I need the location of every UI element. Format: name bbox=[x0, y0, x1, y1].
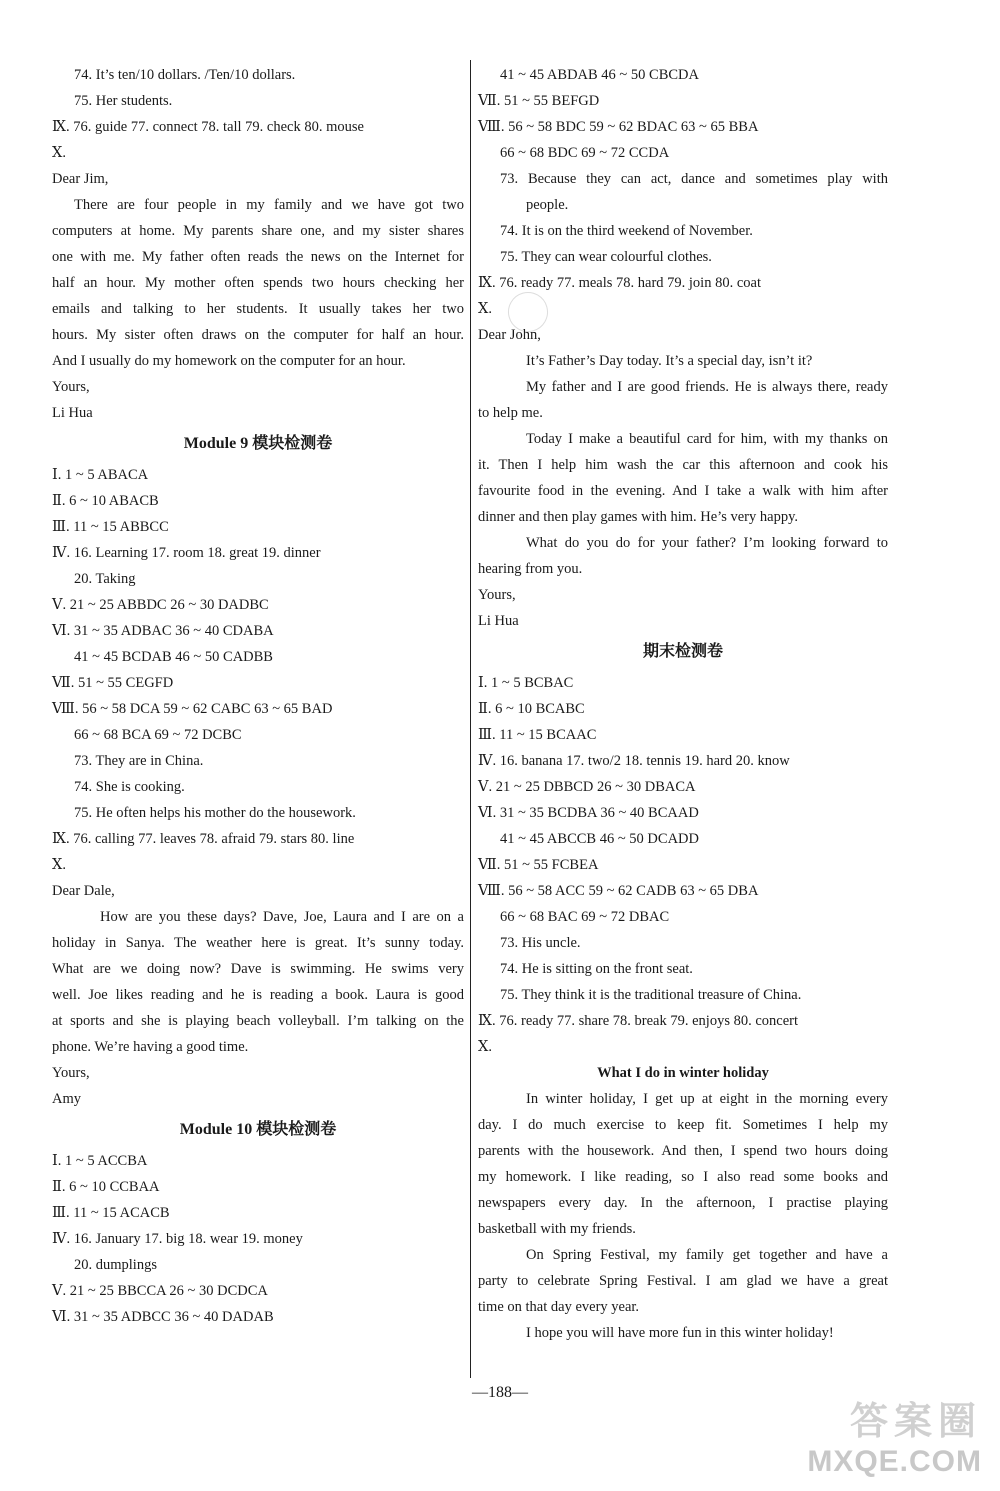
text-line: Dear John, bbox=[478, 327, 541, 343]
text-line: Ⅲ. 11 ~ 15 BCAAC bbox=[478, 727, 597, 743]
text-line: Ⅳ. 16. January 17. big 18. wear 19. money bbox=[52, 1231, 303, 1247]
text-line: Ⅲ. 11 ~ 15 ACACB bbox=[52, 1205, 170, 1221]
text-line: Ⅱ. 6 ~ 10 ABACB bbox=[52, 493, 159, 509]
text-line: Ⅴ. 21 ~ 25 DBBCD 26 ~ 30 DBACA bbox=[478, 779, 696, 795]
text-line: 41 ~ 45 BCDAB 46 ~ 50 CADBB bbox=[74, 649, 273, 665]
text-line: 73. They are in China. bbox=[74, 753, 204, 769]
text-line: Ⅷ. 56 ~ 58 DCA 59 ~ 62 CABC 63 ~ 65 BAD bbox=[52, 701, 333, 717]
section-heading: 期末检测卷 bbox=[642, 643, 723, 660]
watermark-logo-text: 答案圈 bbox=[849, 1401, 982, 1443]
text-line: one with me. My father often reads the news on the Internet for bbox=[52, 249, 464, 265]
text-line: 75. They can wear colourful clothes. bbox=[500, 249, 712, 265]
text-line: Ⅰ. 1 ~ 5 ABACA bbox=[52, 467, 149, 483]
text-line: 74. It’s ten/10 dollars. /Ten/10 dollars. bbox=[74, 67, 296, 83]
text-line: In winter holiday, I get up at eight in the morning every bbox=[526, 1091, 888, 1107]
text-line: half an hour. My mother often spends two hours checking her bbox=[52, 275, 464, 291]
page-number: —188— bbox=[472, 1384, 528, 1401]
text-line: It’s Father’s Day today. It’s a special day, isn’t it? bbox=[526, 353, 813, 369]
essay-title: What I do in winter holiday bbox=[597, 1065, 769, 1081]
text-line: Yours, bbox=[52, 379, 90, 395]
right-column bbox=[478, 62, 888, 1346]
text-line: Ⅶ. 51 ~ 55 CEGFD bbox=[52, 675, 174, 691]
watermark-url: MXQE.COM bbox=[807, 1445, 982, 1478]
text-line: I hope you will have more fun in this winter holiday! bbox=[526, 1325, 834, 1341]
text-line: 74. She is cooking. bbox=[74, 779, 185, 795]
text-line: Ⅱ. 6 ~ 10 BCABC bbox=[478, 701, 585, 717]
text-line: party to celebrate Spring Festival. I am glad we have a great bbox=[478, 1273, 888, 1289]
text-line: Ⅵ. 31 ~ 35 BCDBA 36 ~ 40 BCAAD bbox=[478, 805, 699, 821]
text-line: Ⅷ. 56 ~ 58 ACC 59 ~ 62 CADB 63 ~ 65 DBA bbox=[478, 883, 759, 899]
text-line: Ⅸ. 76. calling 77. leaves 78. afraid 79. stars 80. line bbox=[52, 831, 355, 847]
text-line: parents with the housework. And then, I spend two hours doing bbox=[478, 1143, 888, 1159]
text-line: How are you these days? Dave, Joe, Laura and I are on a bbox=[100, 909, 464, 925]
text-line: it. Then I help him wash the car this afternoon and cook his bbox=[478, 457, 888, 473]
text-line: dinner and then play games with him. He’s very happy. bbox=[478, 509, 798, 525]
text-line: My father and I are good friends. He is always there, ready bbox=[526, 379, 888, 395]
text-line: There are four people in my family and we have got two bbox=[74, 197, 464, 213]
text-line: Ⅶ. 51 ~ 55 FCBEA bbox=[478, 857, 599, 873]
text-line: 75. Her students. bbox=[74, 93, 173, 109]
text-line: Li Hua bbox=[478, 613, 519, 629]
watermark bbox=[807, 1390, 982, 1479]
column-divider bbox=[470, 60, 471, 1378]
text-line: 66 ~ 68 BDC 69 ~ 72 CCDA bbox=[500, 145, 670, 161]
section-heading: Module 9 模块检测卷 bbox=[183, 435, 333, 452]
text-line: people. bbox=[526, 197, 569, 213]
text-line: Yours, bbox=[52, 1065, 90, 1081]
text-line: Ⅲ. 11 ~ 15 ABBCC bbox=[52, 519, 169, 535]
text-line: Ⅷ. 56 ~ 58 BDC 59 ~ 62 BDAC 63 ~ 65 BBA bbox=[478, 119, 759, 135]
text-line: Amy bbox=[52, 1091, 81, 1107]
text-line: Ⅳ. 16. banana 17. two/2 18. tennis 19. hard 20. know bbox=[478, 753, 790, 769]
text-line: my homework. I like reading, so I also read some books and bbox=[478, 1169, 888, 1185]
text-line: Today I make a beautiful card for him, with my thanks on bbox=[526, 431, 888, 447]
text-line: 41 ~ 45 ABCCB 46 ~ 50 DCADD bbox=[500, 831, 699, 847]
text-line: Ⅵ. 31 ~ 35 ADBAC 36 ~ 40 CDABA bbox=[52, 623, 274, 639]
text-line: Ⅴ. 21 ~ 25 BBCCA 26 ~ 30 DCDCA bbox=[52, 1283, 268, 1299]
text-line: day. I do much exercise to keep fit. Sometimes I help my bbox=[478, 1117, 888, 1133]
text-line: 75. They think it is the traditional treasure of China. bbox=[500, 987, 802, 1003]
text-line: Li Hua bbox=[52, 405, 93, 421]
text-line: Dear Jim, bbox=[52, 171, 109, 187]
text-line: hearing from you. bbox=[478, 561, 583, 577]
text-line: emails and talking to her students. It usually takes her two bbox=[52, 301, 464, 317]
text-line: Yours, bbox=[478, 587, 516, 603]
text-line: Ⅳ. 16. Learning 17. room 18. great 19. dinner bbox=[52, 545, 321, 561]
section-heading: Module 10 模块检测卷 bbox=[179, 1121, 337, 1138]
text-line: 74. He is sitting on the front seat. bbox=[500, 961, 693, 977]
text-line: Ⅸ. 76. guide 77. connect 78. tall 79. check 80. mouse bbox=[52, 119, 364, 135]
text-line: Ⅵ. 31 ~ 35 ADBCC 36 ~ 40 DADAB bbox=[52, 1309, 274, 1325]
text-line: Ⅹ. bbox=[478, 1039, 492, 1055]
text-line: time on that day every year. bbox=[478, 1299, 640, 1315]
text-line: Ⅹ. bbox=[478, 301, 492, 317]
text-line: 73. Because they can act, dance and sometimes play with bbox=[500, 171, 888, 187]
text-line: basketball with my friends. bbox=[478, 1221, 636, 1237]
text-line: Ⅱ. 6 ~ 10 CCBAA bbox=[52, 1179, 160, 1195]
text-line: well. Joe likes reading and he is reading a book. Laura is good bbox=[52, 987, 464, 1003]
text-line: at sports and she is playing beach volleyball. I’m talking on the bbox=[52, 1013, 464, 1029]
text-line: Ⅸ. 76. ready 77. meals 78. hard 79. join 80. coat bbox=[478, 275, 761, 291]
text-line: Ⅶ. 51 ~ 55 BEFGD bbox=[478, 93, 600, 109]
text-line: phone. We’re having a good time. bbox=[52, 1039, 249, 1055]
text-line: holiday in Sanya. The weather here is great. It’s sunny today. bbox=[52, 935, 464, 951]
text-line: 74. It is on the third weekend of November. bbox=[500, 223, 753, 239]
text-line: Ⅸ. 76. ready 77. share 78. break 79. enjoys 80. concert bbox=[478, 1013, 799, 1029]
text-line: Ⅰ. 1 ~ 5 BCBAC bbox=[478, 675, 574, 691]
text-line: Ⅰ. 1 ~ 5 ACCBA bbox=[52, 1153, 148, 1169]
text-line: 20. Taking bbox=[74, 571, 136, 587]
text-line: 73. His uncle. bbox=[500, 935, 581, 951]
text-line: Dear Dale, bbox=[52, 883, 115, 899]
text-line: On Spring Festival, my family get together and have a bbox=[526, 1247, 888, 1263]
text-line: computers at home. My parents share one, and my sister shares bbox=[52, 223, 464, 239]
text-line: And I usually do my homework on the computer for an hour. bbox=[52, 353, 406, 369]
text-line: favourite food in the evening. And I take a walk with him after bbox=[478, 483, 888, 499]
text-line: 20. dumplings bbox=[74, 1257, 157, 1273]
text-line: What are we doing now? Dave is swimming. He swims very bbox=[52, 961, 464, 977]
text-line: 66 ~ 68 BCA 69 ~ 72 DCBC bbox=[74, 727, 242, 743]
text-line: 41 ~ 45 ABDAB 46 ~ 50 CBCDA bbox=[500, 67, 699, 83]
text-line: newspapers every day. In the afternoon, I practise playing bbox=[478, 1195, 888, 1211]
text-line: Ⅹ. bbox=[52, 857, 66, 873]
text-line: to help me. bbox=[478, 405, 543, 421]
text-line: 75. He often helps his mother do the housework. bbox=[74, 805, 356, 821]
text-line: Ⅹ. bbox=[52, 145, 66, 161]
text-line: Ⅴ. 21 ~ 25 ABBDC 26 ~ 30 DADBC bbox=[52, 597, 269, 613]
text-line: 66 ~ 68 BAC 69 ~ 72 DBAC bbox=[500, 909, 670, 925]
text-line: hours. My sister often draws on the computer for half an hour. bbox=[52, 327, 464, 343]
text-line: What do you do for your father? I’m looking forward to bbox=[526, 535, 888, 551]
left-column bbox=[52, 62, 464, 1330]
